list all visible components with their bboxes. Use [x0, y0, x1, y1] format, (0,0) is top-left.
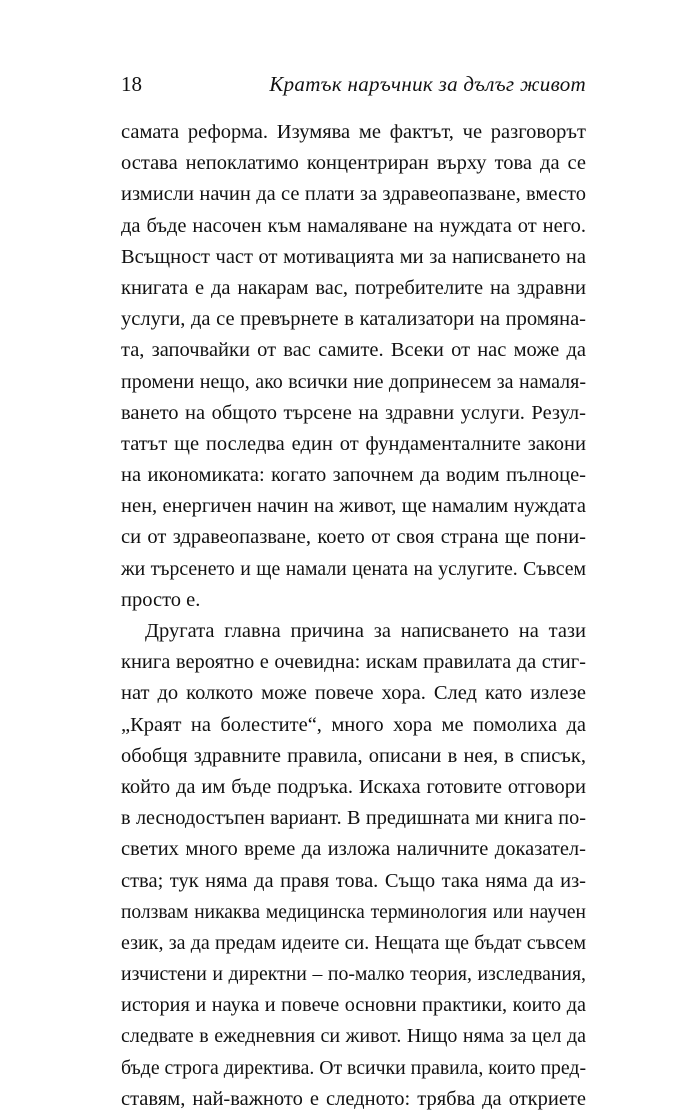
text-line: обобщя здравните правила, описани в нея, в списък, [121, 744, 586, 767]
text-line: жи търсенето и ще намали цената на услугите. Съвсем [121, 557, 586, 580]
text-line: нат до колкото може повече хора. След като излезе [121, 682, 586, 705]
text-line: услуги, да се превърнете в катализатори на промяна- [121, 308, 586, 331]
text-line: в леснодостъпен вариант. В предишната ми книга по- [121, 807, 586, 830]
text-line: история и наука и повече основни практики, които да [121, 994, 586, 1017]
text-line: да бъде насочен към намаляване на нуждата от него. [121, 214, 586, 237]
page-number: 18 [121, 72, 142, 96]
text-line: промени нещо, ако всички ние допринесем за намаля- [121, 370, 586, 393]
text-line: следвате в ежедневния си живот. Нищо няма за цел да [121, 1025, 586, 1048]
text-line: книга вероятно е очевидна: искам правилата да стиг- [121, 651, 586, 674]
body-text [121, 117, 586, 1115]
text-line: татът ще последва един от фундаменталните закони [121, 432, 586, 455]
text-line: книгата е да накарам вас, потребителите на здравни [121, 276, 586, 299]
text-line: остава непоклатимо концентриран върху това да се [121, 152, 586, 175]
text-line: Другата главна причина за написването на тази [145, 620, 586, 642]
text-line: език, за да предам идеите си. Нещата ще бъдат съвсем [121, 931, 586, 954]
text-line: самата реформа. Изумява ме фактът, че разговорът [121, 121, 586, 143]
text-line: та, започвайки от вас самите. Всеки от нас може да [121, 339, 586, 362]
text-line: Всъщност част от мотивацията ми за написването на [121, 245, 586, 268]
text-line: ства; тук няма да правя това. Също така няма да из- [121, 869, 586, 892]
text-line: измисли начин да се плати за здравеопазване, вместо [121, 183, 586, 206]
text-line: на икономиката: когато започнем да водим пълноце- [121, 464, 586, 487]
text-line: ставям, най-важното е следното: трябва да откриете [121, 1087, 586, 1110]
text-line: светих много време да изложа наличните доказател- [121, 838, 586, 861]
book-title: Кратък наръчник за дълъг живот [269, 72, 586, 96]
text-line: си от здравеопазване, което от своя страна ще пони- [121, 526, 586, 549]
text-line: изчистени и директни – по-малко теория, изследвания, [121, 963, 586, 986]
text-line: ването на общото търсене на здравни услуги. Резул- [121, 401, 586, 424]
running-header [121, 72, 586, 96]
text-line: нен, енергичен начин на живот, ще намалим нуждата [121, 495, 586, 518]
text-line: който да им бъде подръка. Искаха готовите отговори [121, 775, 586, 798]
text-line: бъде строга директива. От всички правила, които пред- [121, 1056, 587, 1079]
text-line: просто е. [121, 588, 201, 611]
text-line: „Краят на болестите“, много хора ме помолиха да [121, 713, 586, 736]
text-line: ползвам никаква медицинска терминология или научен [121, 901, 586, 923]
